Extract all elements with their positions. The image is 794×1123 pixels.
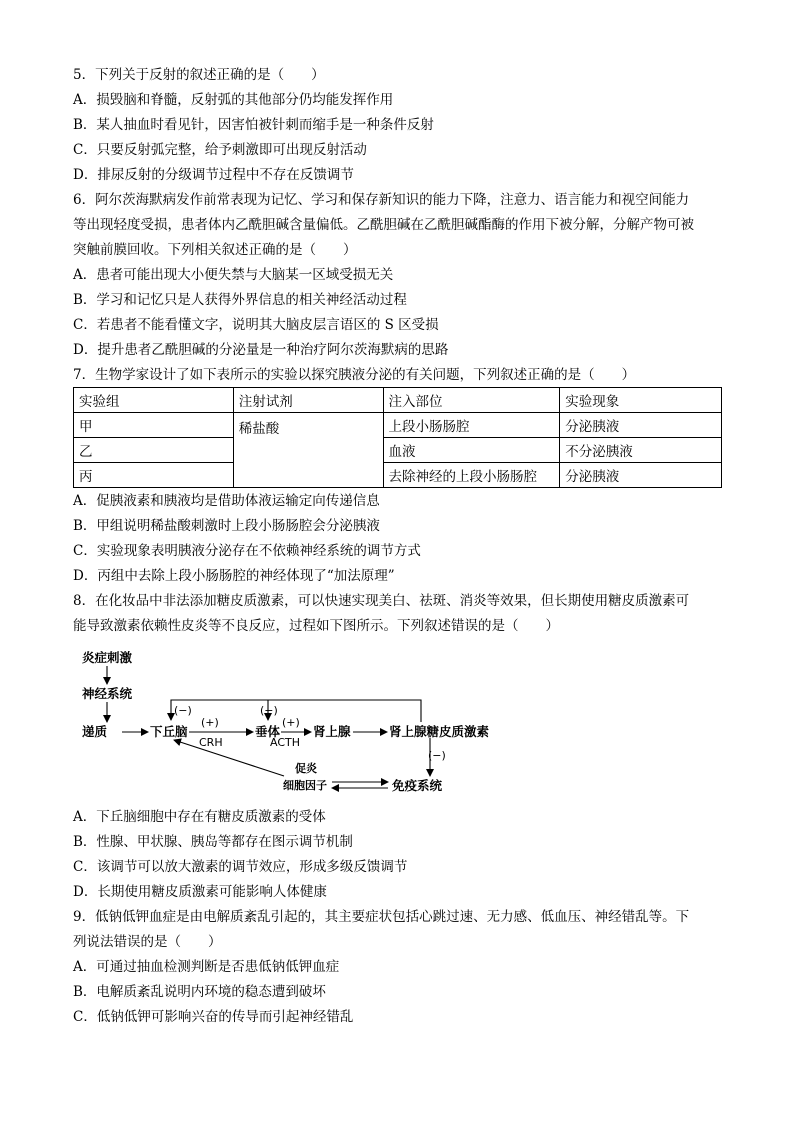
q7-stem: 7．生物学家设计了如下表所示的实验以探究胰液分泌的有关问题，下列叙述正确的是（ ） — [73, 367, 636, 383]
label-acth: ACTH — [270, 736, 301, 749]
table-header: 注射试剂 — [233, 388, 383, 413]
node-inflammation: 炎症刺激 — [82, 650, 133, 665]
table-header-row — [74, 388, 722, 413]
table-cell-site: 去除神经的上段小肠肠腔 — [383, 463, 560, 488]
table-header: 实验组 — [74, 388, 234, 413]
label-crh: CRH — [199, 736, 223, 749]
table-row — [74, 413, 722, 438]
q7-option-c: C．实验现象表明胰液分泌存在不依赖神经系统的调节方式 — [73, 543, 421, 559]
q5-stem: 5．下列关于反射的叙述正确的是（ ） — [73, 67, 325, 83]
experiment-table — [73, 387, 722, 488]
node-pituitary: 垂体 — [255, 724, 281, 739]
q6-option-b: B．学习和记忆只是人获得外界信息的相关神经活动过程 — [73, 292, 407, 308]
table-cell-result: 分泌胰液 — [560, 463, 722, 488]
table-header: 实验现象 — [560, 388, 722, 413]
node-glucocorticoid: 肾上腺糖皮质激素 — [389, 724, 490, 739]
label-minus-pituitary: (−) — [260, 704, 278, 717]
node-adrenal: 肾上腺 — [313, 724, 351, 739]
q8-stem-line2: 能导致激素依赖性皮炎等不良反应，过程如下图所示。下列叙述错误的是（ ） — [73, 618, 559, 634]
label-plus-crh: (+) — [201, 716, 219, 729]
node-nervous-system: 神经系统 — [82, 686, 133, 701]
table-cell-result: 分泌胰液 — [560, 413, 722, 438]
q7-option-d: D．丙组中去除上段小肠肠腔的神经体现了“加法原理” — [73, 568, 395, 584]
table-row — [74, 463, 722, 488]
table-header: 注入部位 — [383, 388, 560, 413]
label-proinflammatory: 促炎 — [295, 762, 317, 775]
label-minus-immune: (−) — [428, 749, 446, 762]
q8-option-c: C．该调节可以放大激素的调节效应，形成多级反馈调节 — [73, 859, 408, 875]
table-cell-group: 丙 — [74, 463, 234, 488]
q5-option-b: B．某人抽血时看见针，因害怕被针刺而缩手是一种条件反射 — [73, 117, 434, 133]
q6-option-d: D．提升患者乙酰胆碱的分泌量是一种治疗阿尔茨海默病的思路 — [73, 342, 449, 358]
table-cell-reagent: 稀盐酸 — [233, 413, 383, 488]
q6-option-c: C．若患者不能看懂文字，说明其大脑皮层言语区的 S 区受损 — [73, 317, 439, 333]
label-minus-hypothalamus: (−) — [174, 704, 192, 717]
table-cell-result: 不分泌胰液 — [560, 438, 722, 463]
arrow-cytokine-to-hypothalamus — [174, 740, 284, 776]
q5-option-a: A．损毁脑和脊髓，反射弧的其他部分仍均能发挥作用 — [73, 92, 394, 108]
table-cell-site: 上段小肠肠腔 — [383, 413, 560, 438]
q7-option-b: B．甲组说明稀盐酸刺激时上段小肠肠腔会分泌胰液 — [73, 518, 380, 534]
q5-option-c: C．只要反射弧完整，给予刺激即可出现反射活动 — [73, 142, 367, 158]
q9-stem-line2: 列说法错误的是（ ） — [73, 934, 222, 950]
q8-stem-line1: 8．在化妆品中非法添加糖皮质激素，可以快速实现美白、祛斑、消炎等效果，但长期使用糖皮质激素可 — [73, 593, 690, 609]
q6-stem-line3: 突触前膜回收。下列相关叙述正确的是（ ） — [73, 242, 357, 258]
q6-stem-line2: 等出现轻度受损，患者体内乙酰胆碱含量偏低。乙酰胆碱在乙酰胆碱酯酶的作用下被分解，分解产物可被 — [73, 217, 694, 233]
q9-option-b: B．电解质紊乱说明内环境的稳态遭到破坏 — [73, 984, 326, 1000]
q8-option-b: B．性腺、甲状腺、胰岛等都存在图示调节机制 — [73, 834, 353, 850]
table-cell-site: 血液 — [383, 438, 560, 463]
label-plus-acth: (+) — [282, 716, 300, 729]
q6-option-a: A．患者可能出现大小便失禁与大脑某一区域受损无关 — [73, 267, 394, 283]
regulation-diagram — [70, 648, 510, 796]
q9-stem-line1: 9．低钠低钾血症是由电解质紊乱引起的，其主要症状包括心跳过速、无力感、低血压、神经错乱等。下 — [73, 909, 690, 925]
label-cytokine: 细胞因子 — [283, 779, 327, 792]
q6-stem-line1: 6．阿尔茨海默病发作前常表现为记忆、学习和保存新知识的能力下降，注意力、语言能力和视空间能力 — [73, 192, 690, 208]
node-transmitter: 递质 — [82, 724, 108, 739]
table-cell-group: 乙 — [74, 438, 234, 463]
q5-option-d: D．排尿反射的分级调节过程中不存在反馈调节 — [73, 167, 354, 183]
q9-option-a: A．可通过抽血检测判断是否患低钠低钾血症 — [73, 959, 340, 975]
node-hypothalamus: 下丘脑 — [150, 724, 188, 739]
table-cell-group: 甲 — [74, 413, 234, 438]
q9-option-c: C．低钠低钾可影响兴奋的传导而引起神经错乱 — [73, 1009, 354, 1025]
q8-option-a: A．下丘脑细胞中存在有糖皮质激素的受体 — [73, 809, 326, 825]
q8-option-d: D．长期使用糖皮质激素可能影响人体健康 — [73, 884, 327, 900]
node-immune-system: 免疫系统 — [392, 778, 443, 793]
table-row — [74, 438, 722, 463]
q7-option-a: A．促胰液素和胰液均是借助体液运输定向传递信息 — [73, 493, 380, 509]
